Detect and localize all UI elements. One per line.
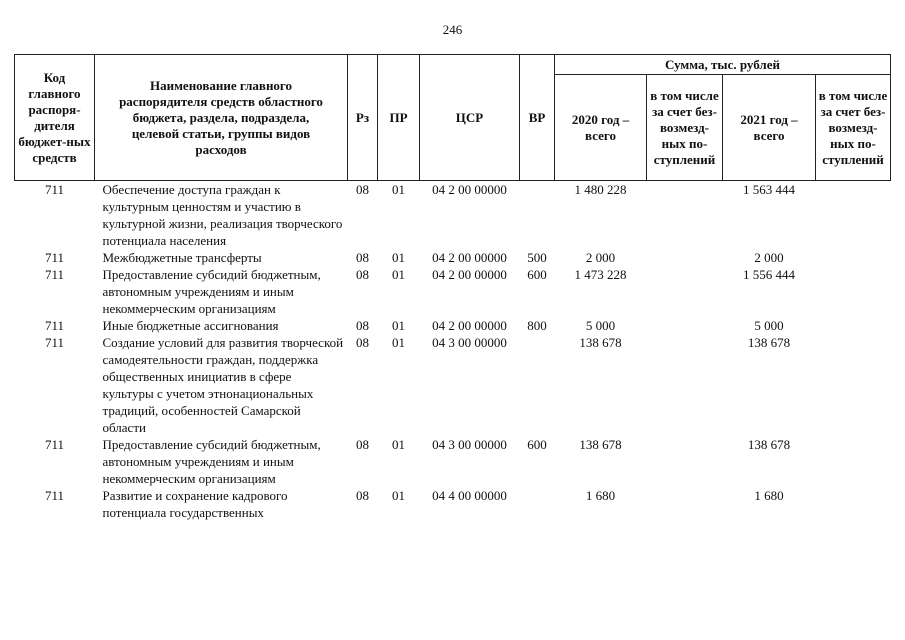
cell-name: Создание условий для развития творческой самодеятельности граждан, поддержка общественных инициатив в сфере культуры с учетом этнонациональных традиций, особенностей Самарской области	[102, 335, 344, 435]
header-2020-incl: в том числе за счет без-возмезд-ных по-ступлений	[647, 75, 723, 181]
cell-2020-total: 1 680	[585, 488, 616, 503]
table-row	[15, 436, 891, 487]
cell-csr: 04 3 00 00000	[432, 437, 507, 452]
cell-2021-incl	[816, 181, 891, 250]
table-body	[15, 181, 891, 522]
cell-2021-incl	[816, 266, 891, 317]
header-2021-incl: в том числе за счет без-возмезд-ных по-ступлений	[816, 75, 891, 181]
cell-vr: 600	[527, 437, 547, 452]
cell-2021-total: 138 678	[747, 437, 791, 452]
cell-vr	[520, 487, 555, 521]
table-row	[15, 181, 891, 250]
cell-rz: 08	[356, 182, 369, 197]
cell-2020-total: 2 000	[585, 250, 616, 265]
cell-code: 711	[44, 182, 65, 197]
table-row	[15, 266, 891, 317]
cell-2020-incl	[647, 249, 723, 266]
cell-rz: 08	[356, 437, 369, 452]
cell-pr: 01	[392, 335, 405, 350]
cell-code: 711	[44, 267, 65, 282]
cell-2021-total: 1 563 444	[743, 182, 795, 197]
cell-2021-incl	[816, 249, 891, 266]
cell-pr: 01	[392, 267, 405, 282]
cell-name: Развитие и сохранение кадрового потенциала государственных	[102, 488, 288, 520]
cell-csr: 04 2 00 00000	[432, 267, 507, 282]
cell-vr	[520, 181, 555, 250]
cell-pr: 01	[392, 250, 405, 265]
cell-rz: 08	[356, 267, 369, 282]
header-vr: ВР	[520, 55, 555, 181]
cell-vr: 600	[527, 267, 547, 282]
cell-code: 711	[44, 437, 65, 452]
cell-pr: 01	[392, 437, 405, 452]
cell-vr	[520, 334, 555, 436]
cell-2020-total: 1 480 228	[574, 182, 627, 197]
table-header	[15, 55, 891, 181]
cell-code: 711	[44, 488, 65, 503]
cell-pr: 01	[392, 182, 405, 197]
cell-rz: 08	[356, 488, 369, 503]
cell-2020-incl	[647, 181, 723, 250]
header-2020-total: 2020 год – всего	[555, 75, 647, 181]
cell-name: Межбюджетные трансферты	[102, 250, 262, 265]
header-sum: Сумма, тыс. рублей	[555, 55, 891, 75]
header-code: Код главного распоря-дителя бюджет-ных средств	[15, 55, 95, 181]
cell-code: 711	[44, 318, 65, 333]
cell-name: Обеспечение доступа граждан к культурным ценностям и участию в культурной жизни, реализация творческого потенциала населения	[102, 182, 343, 248]
table-row	[15, 334, 891, 436]
cell-2021-incl	[816, 317, 891, 334]
cell-2021-total: 2 000	[754, 250, 784, 265]
cell-name: Предоставление субсидий бюджетным, автономным учреждениям и иным некоммерческим организациям	[102, 267, 321, 316]
cell-csr: 04 2 00 00000	[432, 182, 507, 197]
cell-2021-total: 1 556 444	[743, 267, 795, 282]
cell-2020-total: 138 678	[579, 437, 622, 452]
cell-2021-total: 1 680	[754, 488, 784, 503]
cell-2021-total: 5 000	[754, 318, 784, 333]
cell-csr: 04 4 00 00000	[432, 488, 507, 503]
cell-vr: 500	[527, 250, 547, 265]
cell-2021-incl	[816, 436, 891, 487]
header-2021-total: 2021 год – всего	[723, 75, 816, 181]
table-row	[15, 249, 891, 266]
table-row	[15, 487, 891, 521]
cell-2021-total: 138 678	[747, 335, 791, 350]
cell-name: Иные бюджетные ассигнования	[102, 318, 279, 333]
cell-name: Предоставление субсидий бюджетным, автономным учреждениям и иным некоммерческим организациям	[102, 437, 321, 486]
cell-2020-incl	[647, 266, 723, 317]
cell-rz: 08	[356, 318, 369, 333]
cell-2021-incl	[816, 334, 891, 436]
page-number: 246	[442, 22, 463, 37]
header-name: Наименование главного распорядителя средств областного бюджета, раздела, подраздела, целевой статьи, группы видов расходов	[95, 55, 348, 181]
cell-rz: 08	[356, 250, 369, 265]
cell-code: 711	[44, 250, 65, 265]
header-csr: ЦСР	[420, 55, 520, 181]
cell-csr: 04 2 00 00000	[432, 318, 507, 333]
budget-table	[14, 54, 891, 521]
header-pr: ПР	[378, 55, 420, 181]
cell-2020-total: 138 678	[579, 335, 622, 350]
cell-2020-total: 1 473 228	[574, 267, 627, 282]
table-row	[15, 317, 891, 334]
cell-2020-incl	[647, 487, 723, 521]
cell-2020-incl	[647, 334, 723, 436]
cell-2020-incl	[647, 317, 723, 334]
cell-csr: 04 2 00 00000	[432, 250, 507, 265]
header-rz: Рз	[348, 55, 378, 181]
cell-vr: 800	[527, 318, 547, 333]
cell-csr: 04 3 00 00000	[432, 335, 507, 350]
cell-2020-total: 5 000	[585, 318, 616, 333]
cell-2021-incl	[816, 487, 891, 521]
cell-code: 711	[44, 335, 65, 350]
cell-pr: 01	[392, 488, 405, 503]
cell-2020-incl	[647, 436, 723, 487]
cell-pr: 01	[392, 318, 405, 333]
cell-rz: 08	[356, 335, 369, 350]
